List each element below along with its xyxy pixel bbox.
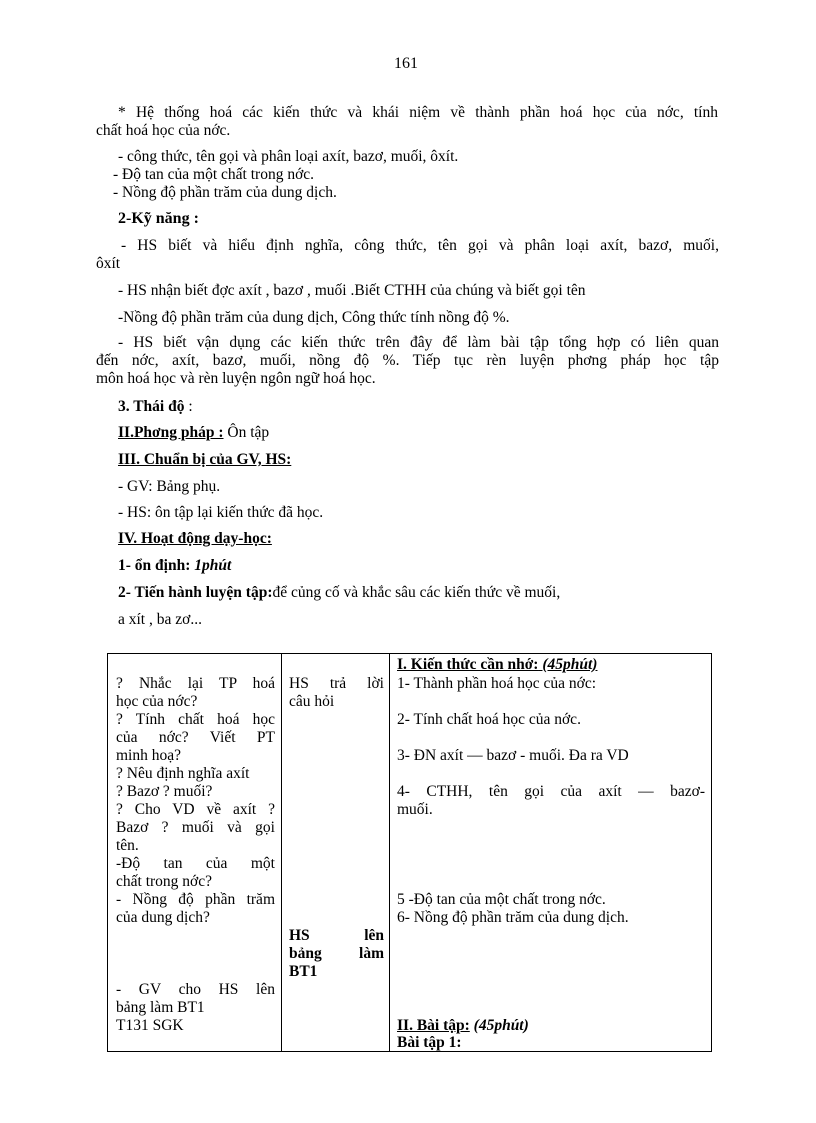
preparation-heading: III. Chuẩn bị của GV, HS:: [118, 451, 292, 468]
knowledge-item: - Nồng độ phần trăm của dung dịch.: [113, 184, 337, 201]
table-line: câu hỏi: [289, 693, 335, 710]
section1-heading: [397, 656, 597, 674]
table-line: 3- ĐN axít — bazơ - muối. Đa ra VD: [397, 747, 629, 764]
teacher-activity-cell: [108, 654, 282, 1052]
table-line: - Nồng độ phần trăm: [116, 891, 275, 908]
table-line: muối.: [397, 801, 433, 818]
table-line: ? Tính chất hoá học: [116, 711, 275, 728]
practice-text: để củng cố và khắc sâu các kiến thức về muối,: [272, 584, 561, 601]
table-line: Bazơ ? muối và gọi: [116, 819, 275, 836]
content-cell: [390, 654, 712, 1052]
table-line: bảng làm BT1: [116, 999, 205, 1016]
table-line: 6- Nồng độ phần trăm của dung dịch.: [397, 909, 629, 926]
table-line: của nớc? Viết PT: [116, 729, 275, 746]
table-line: HS trả lời: [289, 675, 384, 692]
table-line: ? Cho VD về axít ?: [116, 801, 275, 818]
table-line: - GV cho HS lên: [116, 981, 275, 998]
activities-heading: IV. Hoạt động dạy-học:: [118, 530, 272, 547]
lesson-table: [107, 653, 712, 1052]
section2-heading: [397, 1017, 529, 1035]
exercise-heading: Bài tập 1:: [397, 1034, 462, 1051]
table-line: HS lên: [289, 927, 384, 944]
stabilize-line: [118, 557, 231, 575]
section1-label: I. Kiến thức cần nhớ:: [397, 656, 539, 673]
skills-item4-line1: - HS biết vận dụng các kiến thức trên đây để làm bài tập tổng hợp có liên quan: [118, 334, 719, 351]
table-line: bảng làm: [289, 945, 384, 962]
preparation-hs: - HS: ôn tập lại kiến thức đã học.: [118, 504, 324, 521]
table-row: [108, 654, 712, 1052]
section1-time: (45phút): [538, 656, 598, 673]
method-line: [118, 424, 269, 442]
table-line: 4- CTHH, tên gọi của axít — bazơ-: [397, 783, 705, 800]
knowledge-intro-line2: chất hoá học của nớc.: [96, 122, 231, 139]
table-line: BT1: [289, 963, 318, 980]
stabilize-time: 1phút: [194, 557, 232, 574]
table-line: 2- Tính chất hoá học của nớc.: [397, 711, 581, 728]
page-number: 161: [394, 55, 418, 72]
skills-item3: -Nồng độ phần trăm của dung dịch, Công thức tính nồng độ %.: [118, 309, 510, 326]
attitude-colon: :: [184, 398, 193, 415]
knowledge-intro-line1: * Hệ thống hoá các kiến thức và khái niệm về thành phần hoá học của nớc, tính: [118, 104, 718, 121]
practice-text-2: a xít , ba zơ...: [118, 611, 202, 628]
skills-item1-line2: ôxít: [96, 255, 121, 272]
table-line: 1- Thành phần hoá học của nớc:: [397, 675, 597, 692]
table-line: 5 -Độ tan của một chất trong nớc.: [397, 891, 606, 908]
student-activity-cell: [282, 654, 390, 1052]
attitude-heading: [118, 398, 193, 416]
section2-label: II. Bài tập:: [397, 1017, 470, 1034]
table-line: ? Nhắc lại TP hoá: [116, 675, 275, 692]
table-line: ? Nêu định nghĩa axít: [116, 765, 250, 782]
skills-item1-line1: - HS biết và hiểu định nghĩa, công thức, tên gọi và phân loại axít, bazơ, muối,: [121, 237, 719, 254]
table-line: minh hoạ?: [116, 747, 181, 764]
stabilize-label: 1- ổn định:: [118, 557, 195, 574]
practice-label: 2- Tiến hành luyện tập:: [118, 584, 273, 601]
method-heading: II.Phơng pháp :: [118, 424, 224, 441]
skills-item4-line3: môn hoá học và rèn luyện ngôn ngữ hoá học.: [96, 370, 376, 387]
table-line: -Độ tan của một: [116, 855, 275, 872]
table-line: ? Bazơ ? muối?: [116, 783, 213, 800]
table-line: tên.: [116, 837, 139, 854]
table-line: của dung dịch?: [116, 909, 210, 926]
table-line: học của nớc?: [116, 693, 198, 710]
table-line: T131 SGK: [116, 1017, 184, 1034]
preparation-gv: - GV: Bảng phụ.: [118, 478, 221, 495]
table-line: chất trong nớc?: [116, 873, 212, 890]
section2-time: (45phút): [469, 1017, 529, 1034]
skills-heading: 2-Kỹ năng :: [118, 210, 199, 227]
attitude-label: 3. Thái độ: [118, 398, 185, 415]
skills-item4-line2: đến nớc, axít, bazơ, muối, nồng độ %. Tiếp tục rèn luyện phơng pháp học tập: [96, 352, 719, 369]
practice-line: [118, 584, 560, 602]
method-value: Ôn tập: [223, 424, 270, 441]
knowledge-item: - công thức, tên gọi và phân loại axít, bazơ, muối, ôxít.: [118, 148, 459, 165]
skills-item2: - HS nhận biết đợc axít , bazơ , muối .Biết CTHH của chúng và biết gọi tên: [118, 282, 586, 299]
knowledge-item: - Độ tan của một chất trong nớc.: [113, 166, 315, 183]
